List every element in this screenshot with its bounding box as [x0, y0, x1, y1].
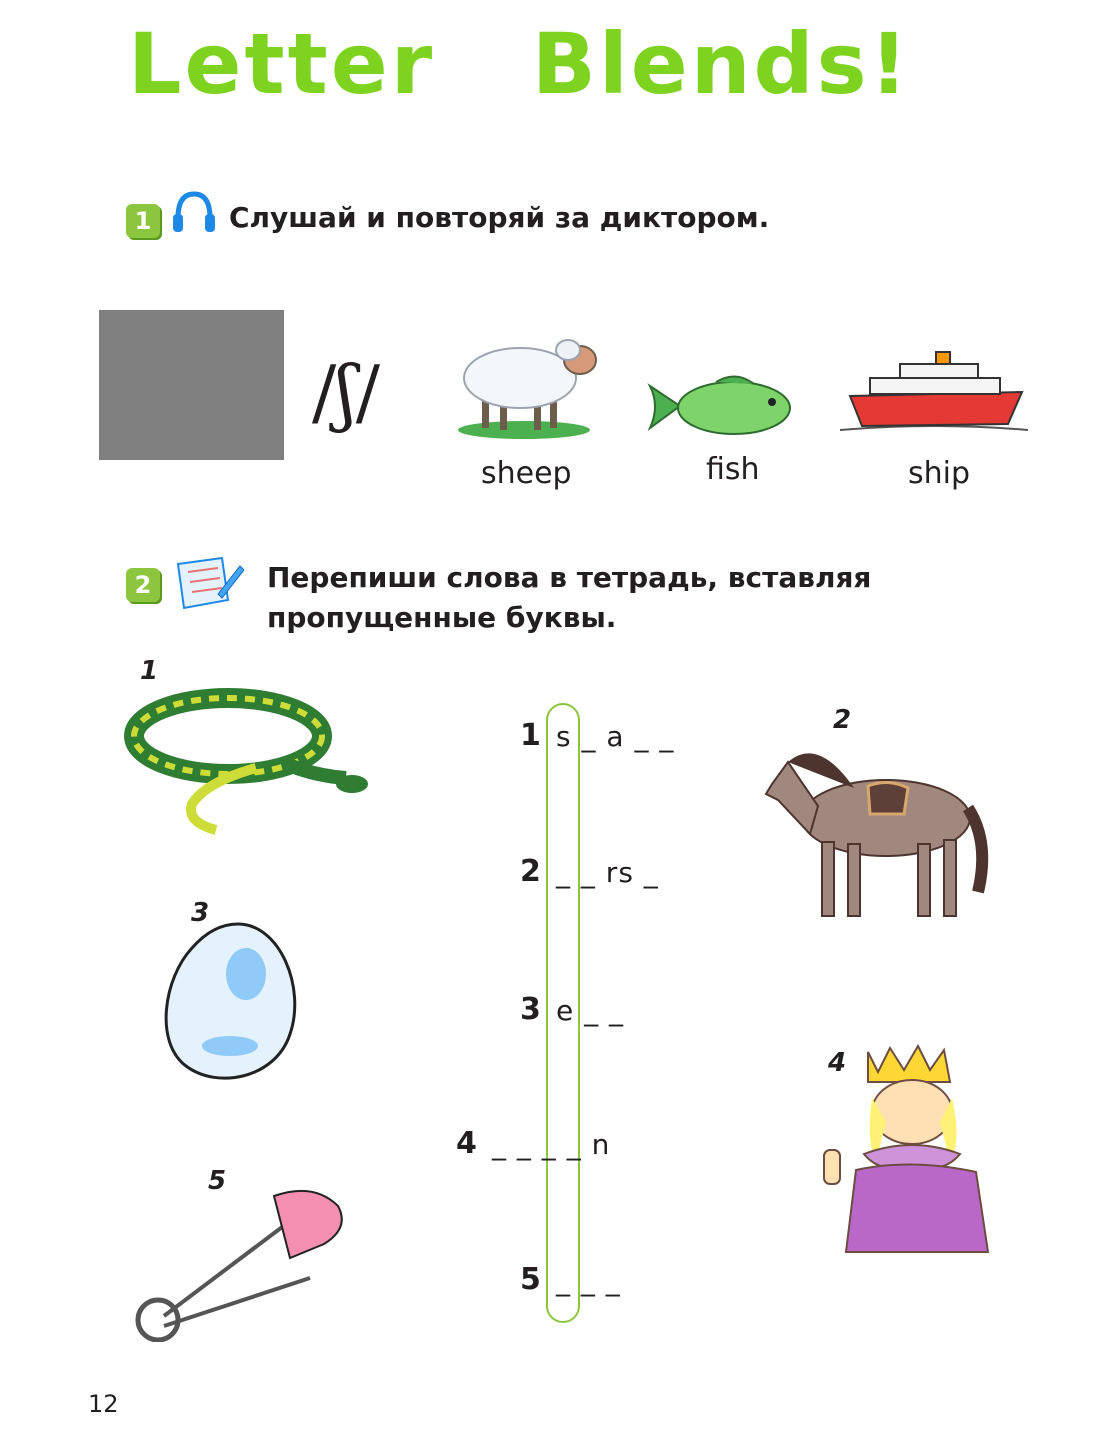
sheep-illustration — [452, 328, 602, 440]
picture-number: 4 — [828, 1048, 847, 1078]
page-number: 12 — [88, 1390, 119, 1418]
puzzle-number: 1 — [520, 718, 541, 753]
page-title: Letter Blends! — [128, 15, 911, 113]
puzzle-number: 4 — [456, 1126, 477, 1161]
puzzle-pattern: e _ _ — [556, 994, 625, 1027]
headphones-icon — [170, 188, 218, 240]
puzzle-number: 3 — [520, 992, 541, 1027]
exercise-1-instruction: Слушай и повторяй за диктором. — [229, 201, 770, 234]
notebook-pencil-icon — [174, 556, 244, 610]
horse-illustration — [758, 722, 994, 926]
phonetic-symbol: /ʃ/ — [312, 350, 381, 434]
puzzle-pattern: s _ a _ _ — [556, 720, 675, 753]
picture-number: 2 — [833, 705, 852, 735]
puzzle-number: 5 — [520, 1262, 541, 1297]
safety-pin-illustration — [124, 1186, 348, 1342]
word-fish: fish — [706, 452, 760, 487]
word-sheep: sheep — [481, 456, 572, 491]
puzzle-pattern: _ _ _ — [556, 1264, 621, 1297]
picture-number: 5 — [208, 1166, 227, 1196]
picture-number: 3 — [191, 898, 210, 928]
queen-illustration — [816, 1042, 996, 1256]
exercise-1-badge: 1 — [126, 204, 160, 238]
egg-illustration — [140, 918, 306, 1090]
fish-illustration — [646, 372, 794, 440]
exercise-2-badge: 2 — [126, 568, 160, 602]
placeholder-box — [99, 310, 284, 460]
puzzle-pattern: _ _ rs _ — [556, 856, 659, 889]
word-ship: ship — [908, 456, 971, 491]
ship-illustration — [840, 350, 1028, 436]
puzzle-pattern: _ _ _ _ n — [492, 1128, 611, 1161]
puzzle-number: 2 — [520, 854, 541, 889]
picture-number: 1 — [140, 656, 159, 686]
snake-illustration — [116, 686, 406, 842]
exercise-2-instruction-line2: пропущенные буквы. — [267, 601, 617, 634]
exercise-2-instruction-line1: Перепиши слова в тетрадь, вставляя — [267, 561, 872, 594]
